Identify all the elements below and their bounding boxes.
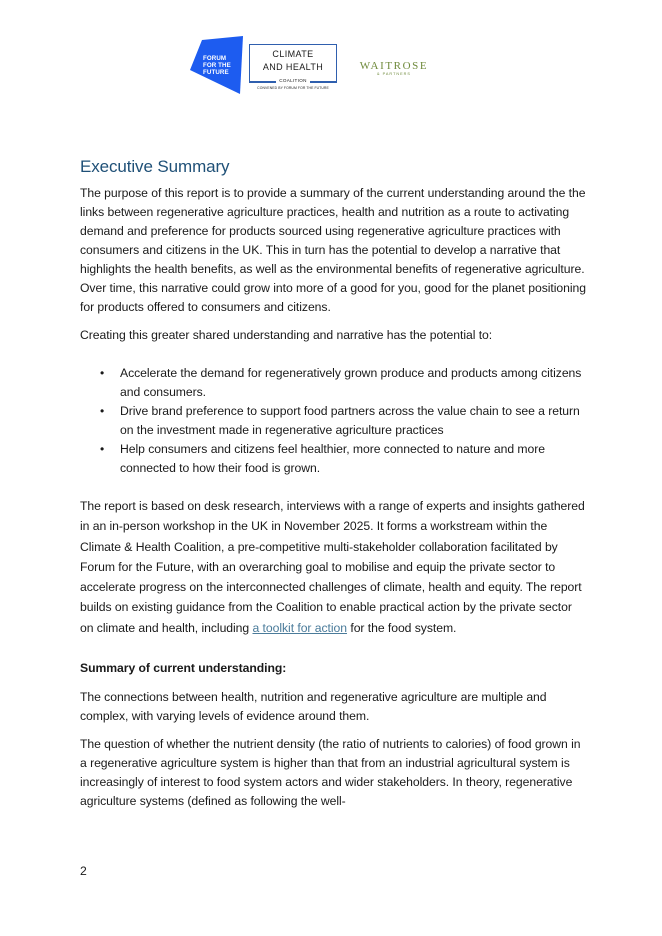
coalition-logo-line1: CLIMATE [272,49,314,59]
lead-in-paragraph: Creating this greater shared understanding and narrative has the potential to: [80,328,493,342]
forum-for-the-future-text: FORUM FOR THE FUTURE [203,55,231,76]
bullet-icon: • [100,442,105,456]
summary-paragraph-1: The connections between health, nutrition and regenerative agriculture are multiple and complex, with varying levels of evidence around them. [80,690,547,724]
waitrose-logo [358,60,430,77]
list-item [80,364,586,402]
report-basis-text: The report is based on desk research, interviews with a range of experts and insights gathered in an in-person workshop in the UK in November 2025. It forms a workstream within the Climate & Health Coalition, a pre-competitive multi-stakeholder collaboration facilitated by Forum for the Future, with an overarching goal to mobilise and equip the private sector to accelerate progress on the interconnected challenges of climate, health and equity. The report builds on existing guidance from the Coalition to enable practical action by the private sector on climate and health, including [80,499,585,635]
section-title: Executive Summary [80,157,230,176]
coalition-logo-tagline: CONVENED BY FORUM FOR THE FUTURE [257,86,329,90]
waitrose-logo-sub: & PARTNERS [377,72,411,76]
coalition-logo-line3: COALITION [279,78,307,83]
list-item-text: Drive brand preference to support food partners across the value chain to see a return on the investment made in regenerative agriculture practices [120,404,580,437]
document-body [80,156,586,820]
climate-and-health-coalition-logo [249,44,337,92]
intro-paragraph: The purpose of this report is to provide a summary of the current understanding around the the links between regenerative agriculture practices, health and nutrition as a route to activating demand and preference for products sourced using regenerative agriculture practices with consumers and citizens in the UK. This in turn has the potential to develop a narrative that highlights the health benefits, as well as the environmental benefits of regenerative agriculture. Over time, this narrative could grow into more of a good for you, good for the planet positioning for products offered to consumers and citizens. [80,186,586,314]
summary-heading: Summary of current understanding: [80,661,287,676]
coalition-logo-line2: AND HEALTH [262,62,324,72]
list-item-text: Help consumers and citizens feel healthier, more connected to nature and more connected to how their food is grown. [120,442,545,475]
report-basis-paragraph [80,496,586,638]
bullet-icon: • [100,404,105,418]
waitrose-logo-name: WAITROSE [359,60,429,72]
list-item-text: Accelerate the demand for regeneratively grown produce and products among citizens and consumers. [120,366,582,399]
page-number: 2 [80,864,87,878]
potential-benefits-list [80,364,586,478]
bullet-icon: • [100,366,105,380]
list-item [80,402,586,440]
list-item [80,440,586,478]
report-basis-text-end: for the food system. [347,620,457,635]
toolkit-for-action-link[interactable]: a toolkit for action [252,620,348,635]
forum-for-the-future-logo [190,36,244,94]
partner-logos [190,36,430,94]
summary-paragraph-2: The question of whether the nutrient density (the ratio of nutrients to calories) of food grown in a regenerative agriculture system is higher than that from an industrial agricultural system is increasingly of interest to food system actors and wider stakeholders. In theory, regenerative agriculture systems (defined as following the well- [80,737,581,809]
